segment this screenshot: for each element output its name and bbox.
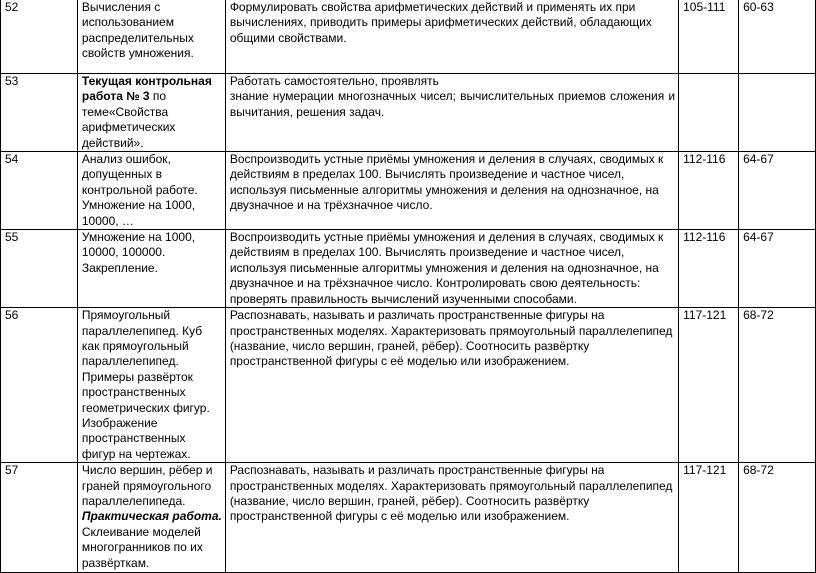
lesson-topic bbox=[77, 74, 225, 152]
table-row bbox=[1, 0, 816, 74]
table-row bbox=[1, 308, 816, 463]
table-row bbox=[1, 74, 816, 152]
table-row bbox=[1, 230, 816, 308]
lesson-topic: Прямоугольный параллелепипед. Куб как прямоугольный параллелепипед. Примеры развёрток пространственных геометрических фигур. Изображение пространственных фигур на чертежах. bbox=[77, 308, 225, 463]
lesson-requirements: Воспроизводить устные приёмы умножения и деления в случаях, сводимых к действиям в пределах 100. Вычислять произведение и частное чисел, используя письменные алгоритмы умножения и деления на однозначное, на двузначное и на трёхзначное число. Контролировать свою деятельность: проверять правильность вычислений изученными способами. bbox=[225, 230, 678, 308]
lesson-topic: Вычисления с использованием распределительных свойств умножения. bbox=[77, 0, 225, 74]
lesson-number: 55 bbox=[1, 230, 78, 308]
workbook-pages: 68-72 bbox=[739, 308, 816, 463]
workbook-pages: 60-63 bbox=[739, 0, 816, 74]
lesson-topic-rest: по теме«Свойства арифметических действий». bbox=[81, 89, 176, 150]
lesson-number: 57 bbox=[1, 463, 78, 573]
table-row bbox=[1, 463, 816, 573]
lesson-topic: Умножение на 1000, 10000, 100000. Закрепление. bbox=[77, 230, 225, 308]
workbook-pages: 64-67 bbox=[739, 230, 816, 308]
table-row bbox=[1, 152, 816, 230]
lesson-requirements: Распознавать, называть и различать пространственные фигуры на пространственных моделях. Характеризовать прямоугольный параллелепипед (название, число вершин, граней, рёбер). Соотносить развёртку пространственной фигуры с её моделью или изображением. bbox=[225, 463, 678, 573]
textbook-pages: 105-111 bbox=[679, 0, 739, 74]
lesson-topic bbox=[77, 463, 225, 573]
lesson-requirements: Распознавать, называть и различать пространственные фигуры на пространственных моделях. Характеризовать прямоугольный параллелепипед (название, число вершин, граней, рёбер). Соотносить развёртку пространственной фигуры с её моделью или изображением. bbox=[225, 308, 678, 463]
lesson-topic-start: Число вершин, рёбер и граней прямоугольного параллелепипеда. bbox=[81, 463, 213, 508]
lesson-requirements: Воспроизводить устные приёмы умножения и деления в случаях, сводимых к действиям в пределах 100. Вычислять произведение и частное чисел, используя письменные алгоритмы умножения и деления на однозначное, на двузначное и на трёхзначное число. bbox=[225, 152, 678, 230]
lesson-topic-bold: Текущая контрольная работа № 3 bbox=[81, 74, 212, 104]
lesson-number: 52 bbox=[1, 0, 78, 74]
lesson-requirements bbox=[225, 74, 678, 152]
lesson-topic: Анализ ошибок, допущенных в контрольной работе. Умножение на 1000, 10000, … bbox=[77, 152, 225, 230]
requirements-line-1: Работать самостоятельно, проявлять bbox=[229, 74, 439, 88]
lesson-topic-end: Склеивание моделей многогранников по их развёрткам. bbox=[81, 524, 203, 570]
textbook-pages: 117-121 bbox=[679, 463, 739, 573]
workbook-pages: 68-72 bbox=[739, 463, 816, 573]
lesson-topic-emphasis: Практическая работа. bbox=[81, 509, 222, 524]
lesson-number: 56 bbox=[1, 308, 78, 463]
textbook-pages bbox=[679, 74, 739, 152]
workbook-pages bbox=[739, 74, 816, 152]
lesson-requirements: Формулировать свойства арифметических действий и применять их при вычислениях, приводить примеры арифметических действий, обладающих общими свойствами. bbox=[225, 0, 678, 74]
workbook-pages: 64-67 bbox=[739, 152, 816, 230]
lesson-number: 54 bbox=[1, 152, 78, 230]
textbook-pages: 112-116 bbox=[679, 230, 739, 308]
textbook-pages: 112-116 bbox=[679, 152, 739, 230]
requirements-line-2: знание нумерации многозначных чисел; вычислительных приемов сложения и вычитания, решения задач. bbox=[229, 89, 676, 119]
lesson-number: 53 bbox=[1, 74, 78, 152]
textbook-pages: 117-121 bbox=[679, 308, 739, 463]
